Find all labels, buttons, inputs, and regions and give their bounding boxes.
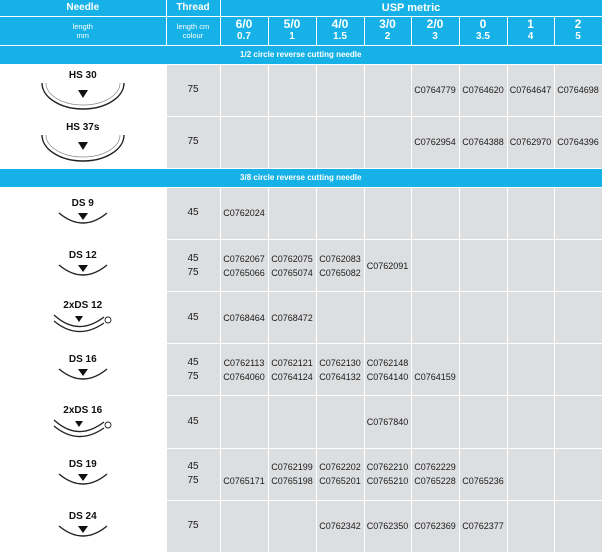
product-code-cell [507, 240, 554, 292]
product-code-cell [459, 240, 507, 292]
product-code: C0765066 [223, 267, 265, 278]
product-code: C0765171 [223, 476, 265, 487]
product-code: C0762202 [319, 462, 361, 473]
product-code: C0762024 [223, 208, 265, 219]
thread-cell [166, 448, 220, 500]
product-code-cell [268, 116, 316, 168]
product-code: C0765236 [462, 476, 504, 487]
product-code: C0762970 [509, 137, 552, 148]
product-code-cell [316, 292, 364, 344]
needle-label: DS 24 [68, 510, 97, 522]
product-code: C0764698 [557, 85, 599, 96]
needle-figure [0, 240, 166, 291]
thread-header [166, 0, 220, 16]
product-row [0, 344, 602, 396]
thread-length-value: 75 [187, 475, 199, 487]
product-code-cell [507, 116, 554, 168]
thread-header-label: Thread [176, 2, 210, 14]
product-code-cell [220, 500, 268, 552]
product-code: C0764647 [509, 85, 552, 96]
product-row [0, 292, 602, 344]
product-code-cell [220, 448, 268, 500]
product-code-cell [459, 344, 507, 396]
three-eighth-circle-needle-icon [53, 522, 113, 542]
product-code-cell [268, 448, 316, 500]
needle-header [0, 0, 166, 16]
product-code: C0762075 [271, 253, 313, 264]
product-code-cell [554, 292, 602, 344]
product-code: C0762130 [319, 357, 361, 368]
product-row [0, 448, 602, 500]
product-code: C0768472 [271, 312, 313, 323]
product-code-cell [364, 187, 411, 239]
product-code-cell [411, 116, 459, 168]
needle-label: DS 16 [68, 354, 97, 366]
product-code: C0764779 [414, 85, 456, 96]
product-code: C0764132 [319, 371, 361, 382]
thread-length-value: 45 [187, 461, 199, 473]
thread-cell [166, 187, 220, 239]
thread-subheader [166, 16, 220, 45]
product-code-cell [268, 187, 316, 239]
product-code: C0764124 [271, 371, 313, 382]
product-code-cell [268, 500, 316, 552]
product-code-cell [554, 396, 602, 448]
product-code: C0765074 [271, 267, 313, 278]
product-code-cell [316, 344, 364, 396]
product-code-cell [507, 448, 554, 500]
product-code-cell [554, 187, 602, 239]
needle-figure [0, 292, 166, 343]
product-code-cell [507, 187, 554, 239]
needle-label: DS 19 [68, 458, 97, 470]
product-code-cell [554, 344, 602, 396]
metric-size-label: 0.7 [237, 31, 251, 42]
product-code: C0764159 [414, 371, 456, 382]
needle-figure [0, 65, 166, 116]
thread-cell [166, 500, 220, 552]
product-code-cell [554, 116, 602, 168]
thread-cell [166, 116, 220, 168]
product-code-cell [220, 64, 268, 116]
product-code-cell [316, 448, 364, 500]
product-code-cell [459, 116, 507, 168]
thread-length-label: length cm [176, 21, 210, 31]
section-title-label: 1/2 circle reverse cutting needle [240, 50, 362, 60]
needle-figure [0, 117, 166, 168]
product-code-cell [364, 448, 411, 500]
three-eighth-circle-needle-icon [53, 470, 113, 490]
product-code-cell [411, 396, 459, 448]
product-code-cell [459, 500, 507, 552]
product-code-cell [316, 396, 364, 448]
product-code-cell [220, 240, 268, 292]
product-code: C0765210 [366, 476, 409, 487]
product-code: C0764396 [557, 137, 599, 148]
product-code-cell [554, 448, 602, 500]
product-code-cell [364, 344, 411, 396]
needle-label: DS 9 [71, 197, 94, 209]
needle-cell [0, 500, 166, 552]
needle-figure [0, 344, 166, 395]
product-row [0, 64, 602, 116]
product-code-cell [507, 64, 554, 116]
product-code-cell [507, 500, 554, 552]
size-header [364, 16, 411, 45]
product-code: C0768464 [223, 312, 265, 323]
metric-size-label: 3.5 [476, 31, 490, 42]
product-code-cell [507, 396, 554, 448]
product-code: C0762954 [414, 137, 456, 148]
half-circle-needle-icon [38, 133, 128, 163]
size-header [268, 16, 316, 45]
usp-header [220, 0, 602, 16]
needle-label: HS 37s [66, 121, 100, 133]
product-code [460, 460, 507, 474]
product-code: C0762369 [414, 521, 456, 532]
thread-length-value: 75 [187, 370, 199, 382]
product-code: C0762350 [366, 521, 409, 532]
product-code-cell [268, 396, 316, 448]
product-code-cell [411, 448, 459, 500]
double-needle-icon [48, 311, 118, 335]
metric-size-label: 3 [432, 31, 438, 42]
product-code-cell [411, 344, 459, 396]
product-code-cell [411, 187, 459, 239]
product-code-cell [411, 292, 459, 344]
product-row [0, 500, 602, 552]
thread-cell [166, 344, 220, 396]
needle-subheader [0, 16, 166, 45]
half-circle-needle-icon [38, 81, 128, 111]
thread-length-value: 75 [187, 520, 199, 532]
needle-cell [0, 116, 166, 168]
thread-length-value: 75 [187, 266, 199, 278]
product-code: C0764620 [462, 85, 504, 96]
product-code-cell [459, 64, 507, 116]
product-code-cell [364, 500, 411, 552]
metric-size-label: 5 [575, 31, 581, 42]
section-header-row [0, 45, 602, 64]
needle-cell [0, 292, 166, 344]
product-code [221, 460, 268, 474]
product-code-cell [554, 240, 602, 292]
product-code: C0764388 [462, 137, 504, 148]
three-eighth-circle-needle-icon [53, 365, 113, 385]
product-code-cell [554, 500, 602, 552]
double-needle-icon [48, 416, 118, 440]
product-code: C0762113 [223, 357, 265, 368]
product-code-cell [316, 187, 364, 239]
product-code-cell [459, 448, 507, 500]
product-code: C0762210 [366, 462, 409, 473]
size-header [316, 16, 364, 45]
usp-size-label: 1 [527, 17, 534, 31]
needle-figure [0, 396, 166, 447]
product-code-cell [268, 344, 316, 396]
product-code-cell [316, 500, 364, 552]
size-header [459, 16, 507, 45]
thread-length-value: 45 [187, 356, 199, 368]
product-row [0, 396, 602, 448]
thread-length-value: 45 [187, 311, 199, 323]
product-code: C0762229 [414, 462, 456, 473]
metric-size-label: 1 [289, 31, 295, 42]
product-code: C0762342 [319, 521, 361, 532]
usp-size-label: 0 [479, 17, 487, 31]
usp-size-label: 2 [574, 17, 582, 31]
product-code-cell [364, 292, 411, 344]
thread-cell [166, 240, 220, 292]
product-row [0, 116, 602, 168]
needle-figure [0, 501, 166, 552]
needle-cell [0, 396, 166, 448]
product-code: C0762199 [271, 462, 313, 473]
needle-cell [0, 64, 166, 116]
product-code: C0764140 [366, 371, 409, 382]
size-header [220, 16, 268, 45]
product-code-cell [220, 396, 268, 448]
thread-colour-label: colour [182, 30, 204, 40]
section-title [0, 168, 602, 187]
thread-length-value: 75 [187, 136, 199, 148]
product-code-cell [364, 64, 411, 116]
product-code-cell [268, 240, 316, 292]
product-code-cell [268, 64, 316, 116]
product-code-cell [220, 292, 268, 344]
needle-cell [0, 344, 166, 396]
product-code: C0762377 [462, 521, 504, 532]
needle-length-label: length [72, 21, 93, 31]
product-code-cell [220, 344, 268, 396]
needle-label: 2xDS 12 [63, 300, 103, 312]
section-header-row [0, 168, 602, 187]
product-code-cell [316, 116, 364, 168]
metric-size-label: 4 [527, 31, 534, 42]
header-row-2 [0, 16, 602, 45]
thread-cell [166, 396, 220, 448]
product-code-cell [507, 292, 554, 344]
usp-header-label: USP metric [381, 1, 441, 14]
product-code-cell [459, 187, 507, 239]
needle-label: DS 12 [68, 250, 97, 262]
product-code: C0764060 [223, 371, 265, 382]
product-code-cell [459, 292, 507, 344]
product-code-cell [411, 500, 459, 552]
thread-length-value: 75 [187, 84, 199, 96]
needle-cell [0, 187, 166, 239]
thread-length-value: 45 [187, 252, 199, 264]
size-header [411, 16, 459, 45]
product-row [0, 240, 602, 292]
product-code: C0762067 [223, 253, 265, 264]
three-eighth-circle-needle-icon [53, 209, 113, 229]
needle-cell [0, 240, 166, 292]
needle-figure [0, 188, 166, 239]
product-row [0, 187, 602, 239]
three-eighth-circle-needle-icon [53, 261, 113, 281]
product-code-cell [220, 187, 268, 239]
product-code [412, 356, 459, 370]
header-row-1 [0, 0, 602, 16]
product-code-cell [316, 240, 364, 292]
thread-length-value: 45 [187, 416, 199, 427]
metric-size-label: 2 [384, 31, 391, 42]
product-code-cell [268, 292, 316, 344]
needle-header-label: Needle [66, 2, 100, 14]
product-code: C0762148 [366, 357, 409, 368]
size-header [554, 16, 602, 45]
usp-size-label: 4/0 [331, 17, 349, 31]
product-code: C0765228 [414, 476, 456, 487]
product-code: C0765082 [319, 267, 361, 278]
needle-label: HS 30 [68, 69, 97, 81]
product-code: C0765201 [319, 476, 361, 487]
usp-size-label: 5/0 [283, 17, 301, 31]
needle-figure [0, 449, 166, 500]
thread-length-value: 45 [187, 207, 199, 219]
product-code-cell [411, 64, 459, 116]
usp-size-label: 3/0 [379, 17, 396, 31]
product-code: C0762121 [271, 357, 313, 368]
section-title [0, 45, 602, 64]
thread-cell [166, 292, 220, 344]
product-code-cell [554, 64, 602, 116]
product-code-cell [316, 64, 364, 116]
product-code-cell [364, 240, 411, 292]
product-code: C0762091 [366, 260, 409, 271]
needle-cell [0, 448, 166, 500]
product-code: C0762083 [319, 253, 361, 264]
section-title-label: 3/8 circle reverse cutting needle [240, 173, 362, 183]
product-code: C0767840 [366, 417, 409, 427]
needle-label: 2xDS 16 [63, 404, 103, 416]
thread-cell [166, 64, 220, 116]
usp-size-label: 6/0 [235, 17, 253, 31]
product-code-cell [507, 344, 554, 396]
size-header [507, 16, 554, 45]
product-code: C0765198 [271, 476, 313, 487]
metric-size-label: 1.5 [333, 31, 347, 42]
product-code-cell [364, 116, 411, 168]
product-code-cell [411, 240, 459, 292]
product-code-cell [364, 396, 411, 448]
product-code-cell [459, 396, 507, 448]
product-code-cell [220, 116, 268, 168]
needle-unit-label: mm [76, 30, 89, 40]
usp-size-label: 2/0 [426, 17, 444, 31]
